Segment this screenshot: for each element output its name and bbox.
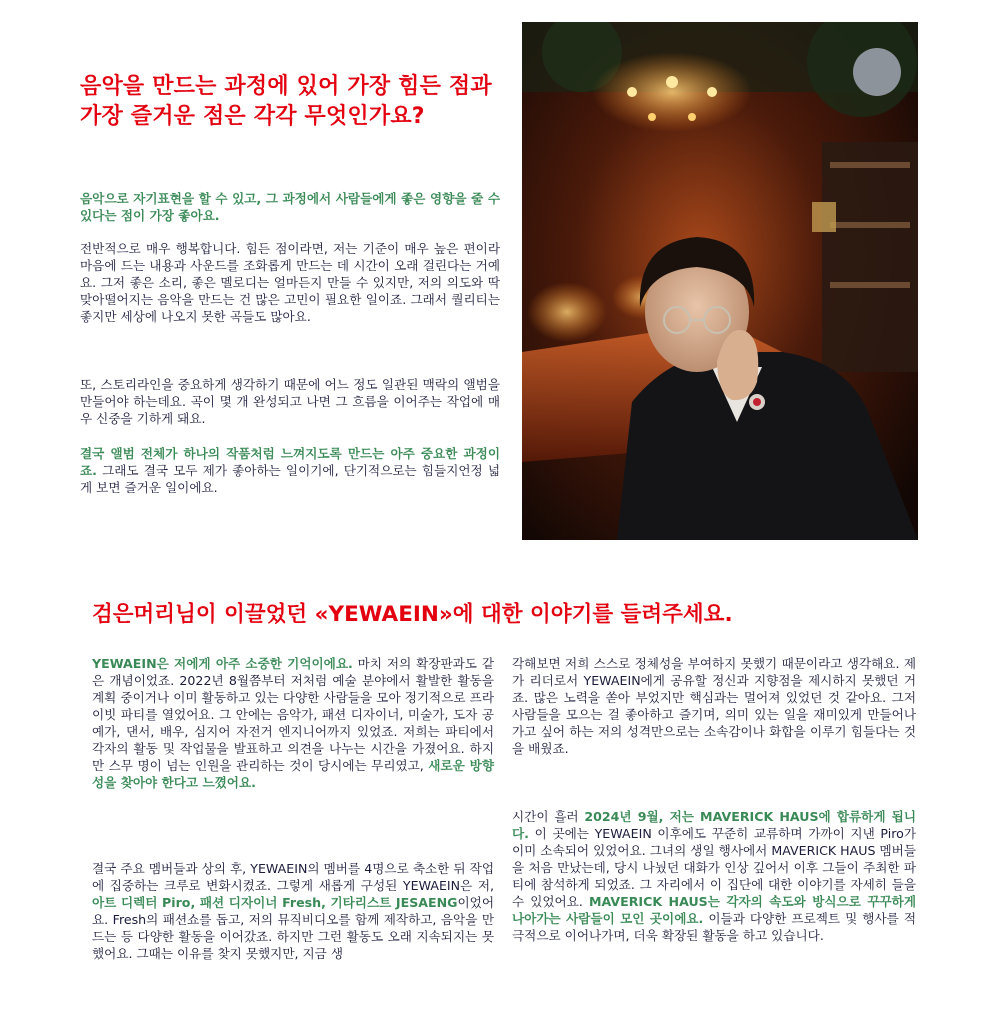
answer-1-paragraph-4-highlight: 결국 앨범 전체가 하나의 작품처럼 느껴지도록 만드는 아주 중요한 과정이죠.: [80, 446, 500, 478]
answer-2-right-paragraph-2-body-a: 시간이 흘러: [512, 809, 585, 824]
answer-2-left-paragraph-2-body-a: 결국 주요 멤버들과 상의 후, YEWAEIN의 멤버를 4명으로 축소한 뒤 작업에 집중하는 크루로 변화시켰죠. 그렇게 새롭게 구성된 YEWAEIN은 저,: [92, 861, 494, 893]
answer-2-right-paragraph-2-body-c: 이들과 다양한 프로젝트 및 행사를 적극적으로 이어나가며, 더욱 확장된 활동을 하고 있습니다.: [512, 911, 916, 943]
answer-2-left-paragraph-2-body-b: 이었어요. Fresh의 패션쇼를 돕고, 저의 뮤직비디오를 함께 제작하고, 음악을 만드는 등 다양한 활동을 이어갔죠. 하지만 그런 활동도 오래 지속되지는 못했어요. 그때는 이유를 찾지 못했지만, 지금 생: [92, 895, 494, 961]
answer-2-left-paragraph-1-body: 마치 저의 확장판과도 같은 개념이었죠. 2022년 8월쯤부터 저처럼 예술 분야에서 활발한 활동을 계획 중이거나 이미 활동하고 있는 다양한 사람들을 모아 정기적으로 프라이빗 파티를 열었어요. 그 안에는 음악가, 패션 디자이너, 미술가, 도자 공예가, 댄서, 배우, 심지어 자전거 엔지니어까지 있었죠. 저희는 파티에서 각자의 활동 및 작업물을 발표하고 의견을 나누는 시간을 가졌어요. 하지만 스무 명이 넘는 인원을 관리하는 것이 당시에는 무리였고,: [92, 656, 494, 773]
answer-2-right-paragraph-2-body-b: 이 곳에는 YEWAEIN 이후에도 꾸준히 교류하며 가까이 지낸 Piro가 이미 소속되어 있었어요. 그녀의 생일 행사에서 MAVERICK HAUS 멤버들을 처음 만났는데, 당시 나눴던 대화가 인상 깊어서 이후 그들이 주최한 파티에 참석하게 되었죠. 그 자리에서 이 집단에 대한 이야기를 자세히 들을 수 있었어요.: [512, 826, 916, 909]
answer-2-right-paragraph-2-highlight-2: MAVERICK HAUS는 각자의 속도와 방식으로 꾸꾸하게 나아가는 사람들이 모인 곳이에요.: [512, 894, 916, 926]
answer-1-paragraph-4-rest: 그래도 결국 모두 제가 좋아하는 일이기에, 단기적으로는 힘들지언정 넓게 보면 즐거운 일이에요.: [80, 463, 500, 495]
answer-1-paragraph-2: 전반적으로 매우 행복합니다. 힘든 점이라면, 저는 기준이 매우 높은 편이라 마음에 드는 내용과 사운드를 조화롭게 만드는 데 시간이 오래 걸린다는 거예요. 그저 좋은 소리, 좋은 멜로디는 얼마든지 만들 수 있지만, 저의 의도와 딱 맞아떨어지는 음악을 만드는 건 많은 고민이 필요한 일이죠. 그래서 퀄리티는 좋지만 세상에 나오지 못한 곡들도 많아요.: [80, 241, 500, 324]
answer-2-right-paragraph-2: [512, 808, 916, 944]
answer-1-intro: [80, 190, 500, 224]
answer-2-left-paragraph-2: [92, 860, 494, 962]
answer-2-right-paragraph-2-highlight: 2024년 9월, 저는 MAVERICK HAUS에 합류하게 됩니다.: [512, 809, 916, 841]
interview-question-1: 음악을 만드는 과정에 있어 가장 힘든 점과 가장 즐거운 점은 각각 무엇인가요?: [80, 74, 492, 129]
answer-2-left-paragraph-1-highlight: YEWAEIN은 저에게 아주 소중한 기억이에요.: [92, 656, 353, 671]
answer-1-intro-highlight: 음악으로 자기표현을 할 수 있고, 그 과정에서 사람들에게 좋은 영향을 줄 수 있다는 점이 가장 좋아요.: [80, 191, 500, 223]
portrait-photo: [522, 22, 918, 540]
answer-2-right-paragraph-1: 각해보면 저희 스스로 정체성을 부여하지 못했기 때문이라고 생각해요. 제가 리더로서 YEWAEIN에게 공유할 정신과 지향점을 제시하지 못했던 거죠. 많은 노력을 쏟아 부었지만 핵심과는 멀어져 있었던 것 같아요. 그저 사람들을 모으는 걸 좋아하고 즐기며, 의미 있는 일을 재미있게 만들어나가고 싶어 하는 저의 성격만으로는 소속감이나 화합을 이루기 힘들다는 것을 배웠죠.: [512, 656, 916, 756]
answer-2-left-paragraph-1-highlight-2: 새로운 방향성을 찾아야 한다고 느꼈어요.: [92, 758, 494, 790]
answer-1-paragraph-4: [80, 445, 500, 496]
answer-2-left-paragraph-2-highlight: 아트 디렉터 Piro, 패션 디자이너 Fresh, 기타리스트 JESAENG: [92, 895, 458, 910]
interview-question-2: 검은머리님이 이끌었던 «YEWAEIN»에 대한 이야기를 들려주세요.: [92, 602, 733, 627]
answer-2-left-paragraph-1: [92, 655, 494, 791]
answer-1-paragraph-3: 또, 스토리라인을 중요하게 생각하기 때문에 어느 정도 일관된 맥락의 앨범을 만들어야 하는데요. 곡이 몇 개 완성되고 나면 그 흐름을 이어주는 작업에 매우 신중을 기하게 돼요.: [80, 377, 500, 426]
